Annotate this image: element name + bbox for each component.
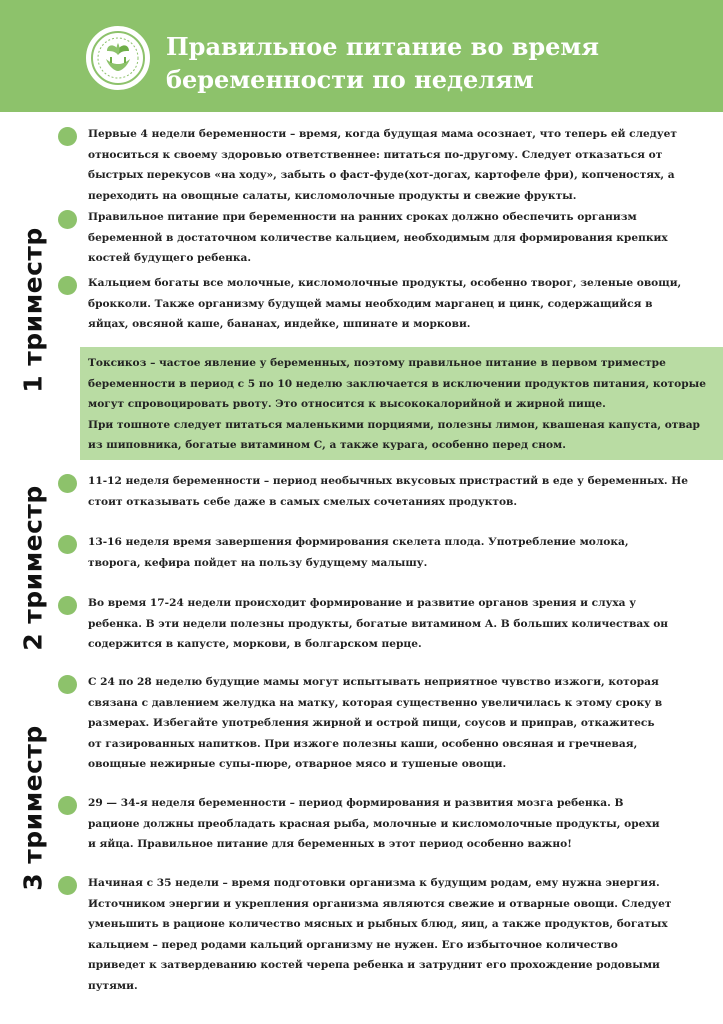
title-line-1: Правильное питание во время (166, 32, 600, 61)
item-text (88, 532, 700, 573)
bullet-icon (58, 127, 77, 146)
text-line: размерах. Избегайте употребления жирной и острой пищи, соусов и приправ, откажитесь (88, 717, 655, 729)
text-line: беременной в достаточном количестве кальцием, необходимым для формирования крепких (88, 231, 668, 244)
trimester-2-label: 2 триместр (18, 485, 48, 651)
item-text (88, 672, 700, 775)
text-line: из шиповника, богатые витамином С, а также курага, особенно перед сном. (88, 439, 566, 451)
item-text (88, 207, 700, 269)
text-line: Токсикоз – частое явление у беременных, поэтому правильное питание в первом триместре (88, 357, 666, 369)
text-line: относиться к своему здоровью ответственнее: питаться по-другому. Следует отказаться от (88, 148, 663, 161)
item-text (88, 273, 700, 335)
bullet-icon (58, 535, 77, 554)
text-line: кальцием – перед родами кальций организму не нужен. Его избыточное количество (88, 938, 618, 951)
text-line: Источником энергии и укрепления организма являются свежие и отварные овощи. Следует (88, 897, 672, 910)
text-line: быстрых перекусов «на ходу», забыть о фаст-фуде(хот-догах, картофеле фри), копченостях, а (88, 169, 675, 181)
title-line-2: беременности по неделям (166, 65, 534, 94)
text-line: яйцах, овсяной каше, бананах, индейке, шпинате и моркови. (88, 318, 471, 330)
item-text (88, 471, 700, 512)
bullet-icon (58, 796, 77, 815)
text-line: содержится в капусте, моркови, в болгарском перце. (88, 638, 422, 650)
text-line: рационе должны преобладать красная рыба, молочные и кисломолочные продукты, орехи (88, 817, 660, 830)
text-line: овощные нежирные супы-пюре, отварное мясо и тушеные овощи. (88, 758, 507, 770)
item-text (88, 593, 700, 655)
toxicosis-note-box (80, 347, 723, 460)
text-line: ребенка. В эти недели полезны продукты, богатые витамином А. В больших количествах он (88, 617, 669, 630)
text-line: путями. (88, 979, 138, 992)
bullet-icon (58, 675, 77, 694)
item-text (88, 873, 700, 996)
text-line: Начиная с 35 недели – время подготовки организма к будущим родам, ему нужна энергия. (88, 877, 660, 889)
text-line: могут спровоцировать рвоту. Это относится к высококалорийной и жирной пище. (88, 398, 606, 410)
text-line: беременности в период с 5 по 10 неделю заключается в исключении продуктов питания, которые (88, 377, 706, 390)
text-line: уменьшить в рационе количество мясных и рыбных блюд, яиц, а также продуктов, богатых (88, 918, 668, 930)
text-line: костей будущего ребенка. (88, 252, 252, 264)
text-line: связана с давлением желудка на матку, которая существенно увеличилась к этому сроку в (88, 696, 663, 709)
text-line: Во время 17-24 недели происходит формирование и развитие органов зрения и слуха у (88, 597, 636, 609)
text-line: Правильное питание при беременности на ранних сроках должно обеспечить организм (88, 211, 637, 223)
text-line: брокколи. Также организму будущей мамы необходим марганец и цинк, содержащийся в (88, 297, 653, 310)
bullet-icon (58, 474, 77, 493)
text-line: С 24 по 28 неделю будущие мамы могут испытывать неприятное чувство изжоги, которая (88, 676, 659, 688)
text-line: При тошноте следует питаться маленькими порциями, полезны лимон, квашеная капуста, отвар (88, 418, 700, 431)
bullet-icon (58, 876, 77, 895)
bullet-icon (58, 596, 77, 615)
text-line: и яйца. Правильное питание для беременных в этот период особенно важно! (88, 838, 572, 850)
text-line: Кальцием богаты все молочные, кисломолочные продукты, особенно творог, зеленые овощи, (88, 277, 682, 289)
text-line: от газированных напитков. При изжоге полезны каши, особенно овсяная и гречневая, (88, 737, 638, 750)
text-line: Первые 4 недели беременности – время, когда будущая мама осознает, что теперь ей следует (88, 128, 677, 140)
item-text (88, 793, 700, 855)
bullet-icon (58, 276, 77, 295)
text-line: приведет к затвердеванию костей черепа ребенка и затруднит его прохождение родовыми (88, 959, 660, 971)
text-line: 11-12 неделя беременности – период необычных вкусовых пристрастий в еде у беременных. Не (88, 475, 689, 487)
trimester-1-label: 1 триместр (18, 227, 48, 393)
bullet-icon (58, 210, 77, 229)
text-line: переходить на овощные салаты, кисломолочные продукты и свежие фрукты. (88, 189, 577, 202)
text-line: 29 — 34-я неделя беременности – период формирования и развития мозга ребенка. В (88, 797, 624, 809)
text-line: творога, кефира пойдет на пользу будущему малышу. (88, 556, 428, 569)
text-line: 13-16 неделя время завершения формирования скелета плода. Употребление молока, (88, 536, 629, 548)
text-line: стоит отказывать себе даже в самых смелых сочетаниях продуктов. (88, 495, 518, 508)
note-text (88, 353, 706, 456)
leaf-hands-logo-icon (86, 26, 150, 90)
item-text (88, 124, 700, 206)
page-title (166, 30, 706, 96)
trimester-3-label: 3 триместр (18, 725, 48, 891)
header-banner (0, 0, 723, 112)
